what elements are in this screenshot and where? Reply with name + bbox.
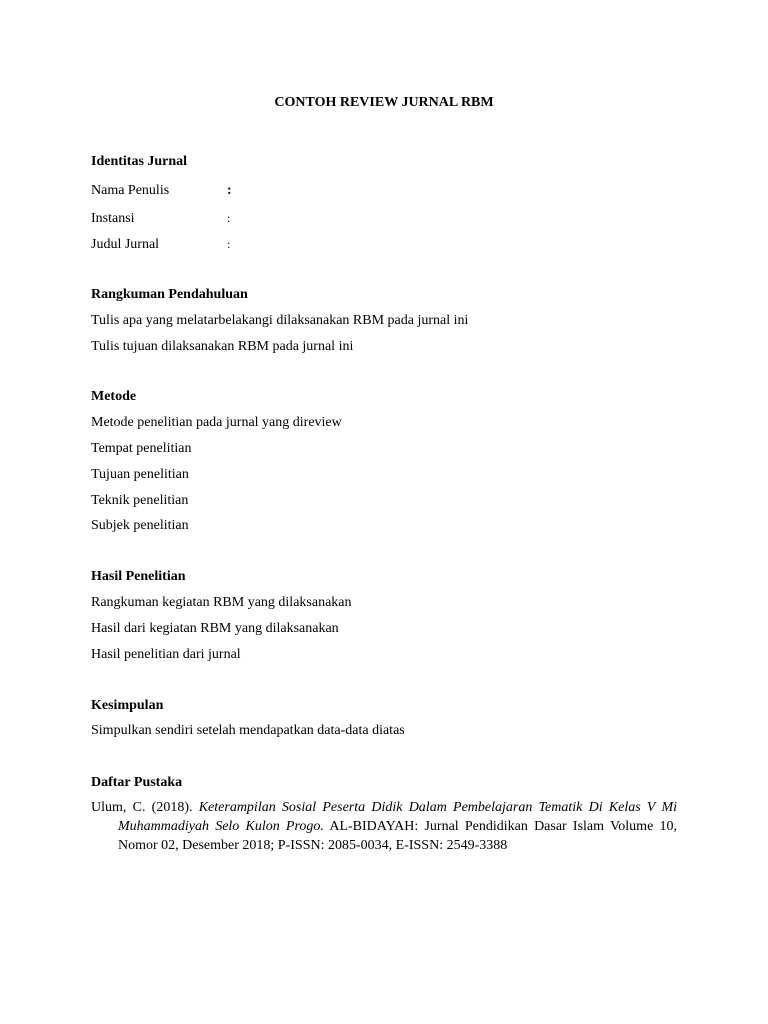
- field-label: Nama Penulis: [91, 183, 170, 198]
- field-instansi: [91, 209, 230, 228]
- field-colon: :: [227, 183, 232, 198]
- heading-daftar-pustaka: Daftar Pustaka: [91, 775, 183, 790]
- metode-line: Metode penelitian pada jurnal yang direview: [91, 415, 342, 430]
- reference-entry: [91, 798, 677, 855]
- reference-author-year: Ulum, C. (2018).: [91, 800, 199, 815]
- heading-kesimpulan: Kesimpulan: [91, 698, 164, 713]
- metode-line: Teknik penelitian: [91, 493, 189, 508]
- pendahuluan-line: Tulis apa yang melatarbelakangi dilaksanakan RBM pada jurnal ini: [91, 313, 469, 328]
- field-label: Judul Jurnal: [91, 237, 160, 252]
- pendahuluan-line: Tulis tujuan dilaksanakan RBM pada jurnal ini: [91, 339, 354, 354]
- heading-hasil-penelitian: Hasil Penelitian: [91, 569, 186, 584]
- document-title: CONTOH REVIEW JURNAL RBM: [274, 95, 494, 110]
- hasil-line: Rangkuman kegiatan RBM yang dilaksanakan: [91, 595, 352, 610]
- field-nama-penulis: [91, 182, 232, 200]
- field-label: Instansi: [91, 211, 135, 226]
- hasil-line: Hasil dari kegiatan RBM yang dilaksanakan: [91, 621, 339, 636]
- metode-line: Tempat penelitian: [91, 441, 192, 456]
- reference-title: Keterampilan Sosial Peserta Didik Dalam Pembelajaran Tematik Di Kelas V Mi Muhammadiyah Selo Kulon Progo.: [118, 800, 677, 834]
- field-colon: :: [227, 237, 231, 251]
- field-colon: :: [227, 211, 231, 225]
- metode-line: Tujuan penelitian: [91, 467, 189, 482]
- kesimpulan-line: Simpulkan sendiri setelah mendapatkan data-data diatas: [91, 723, 405, 738]
- hasil-line: Hasil penelitian dari jurnal: [91, 647, 241, 662]
- heading-rangkuman-pendahuluan: Rangkuman Pendahuluan: [91, 287, 248, 302]
- heading-metode: Metode: [91, 389, 137, 404]
- heading-identitas-jurnal: Identitas Jurnal: [91, 154, 188, 169]
- reference-source: AL-BIDAYAH: Jurnal Pendidikan Dasar Islam Volume 10, Nomor 02, Desember 2018; P-ISSN: 2085-0034, E-ISSN: 2549-3388: [118, 819, 677, 853]
- field-judul-jurnal: [91, 235, 230, 254]
- metode-line: Subjek penelitian: [91, 518, 189, 533]
